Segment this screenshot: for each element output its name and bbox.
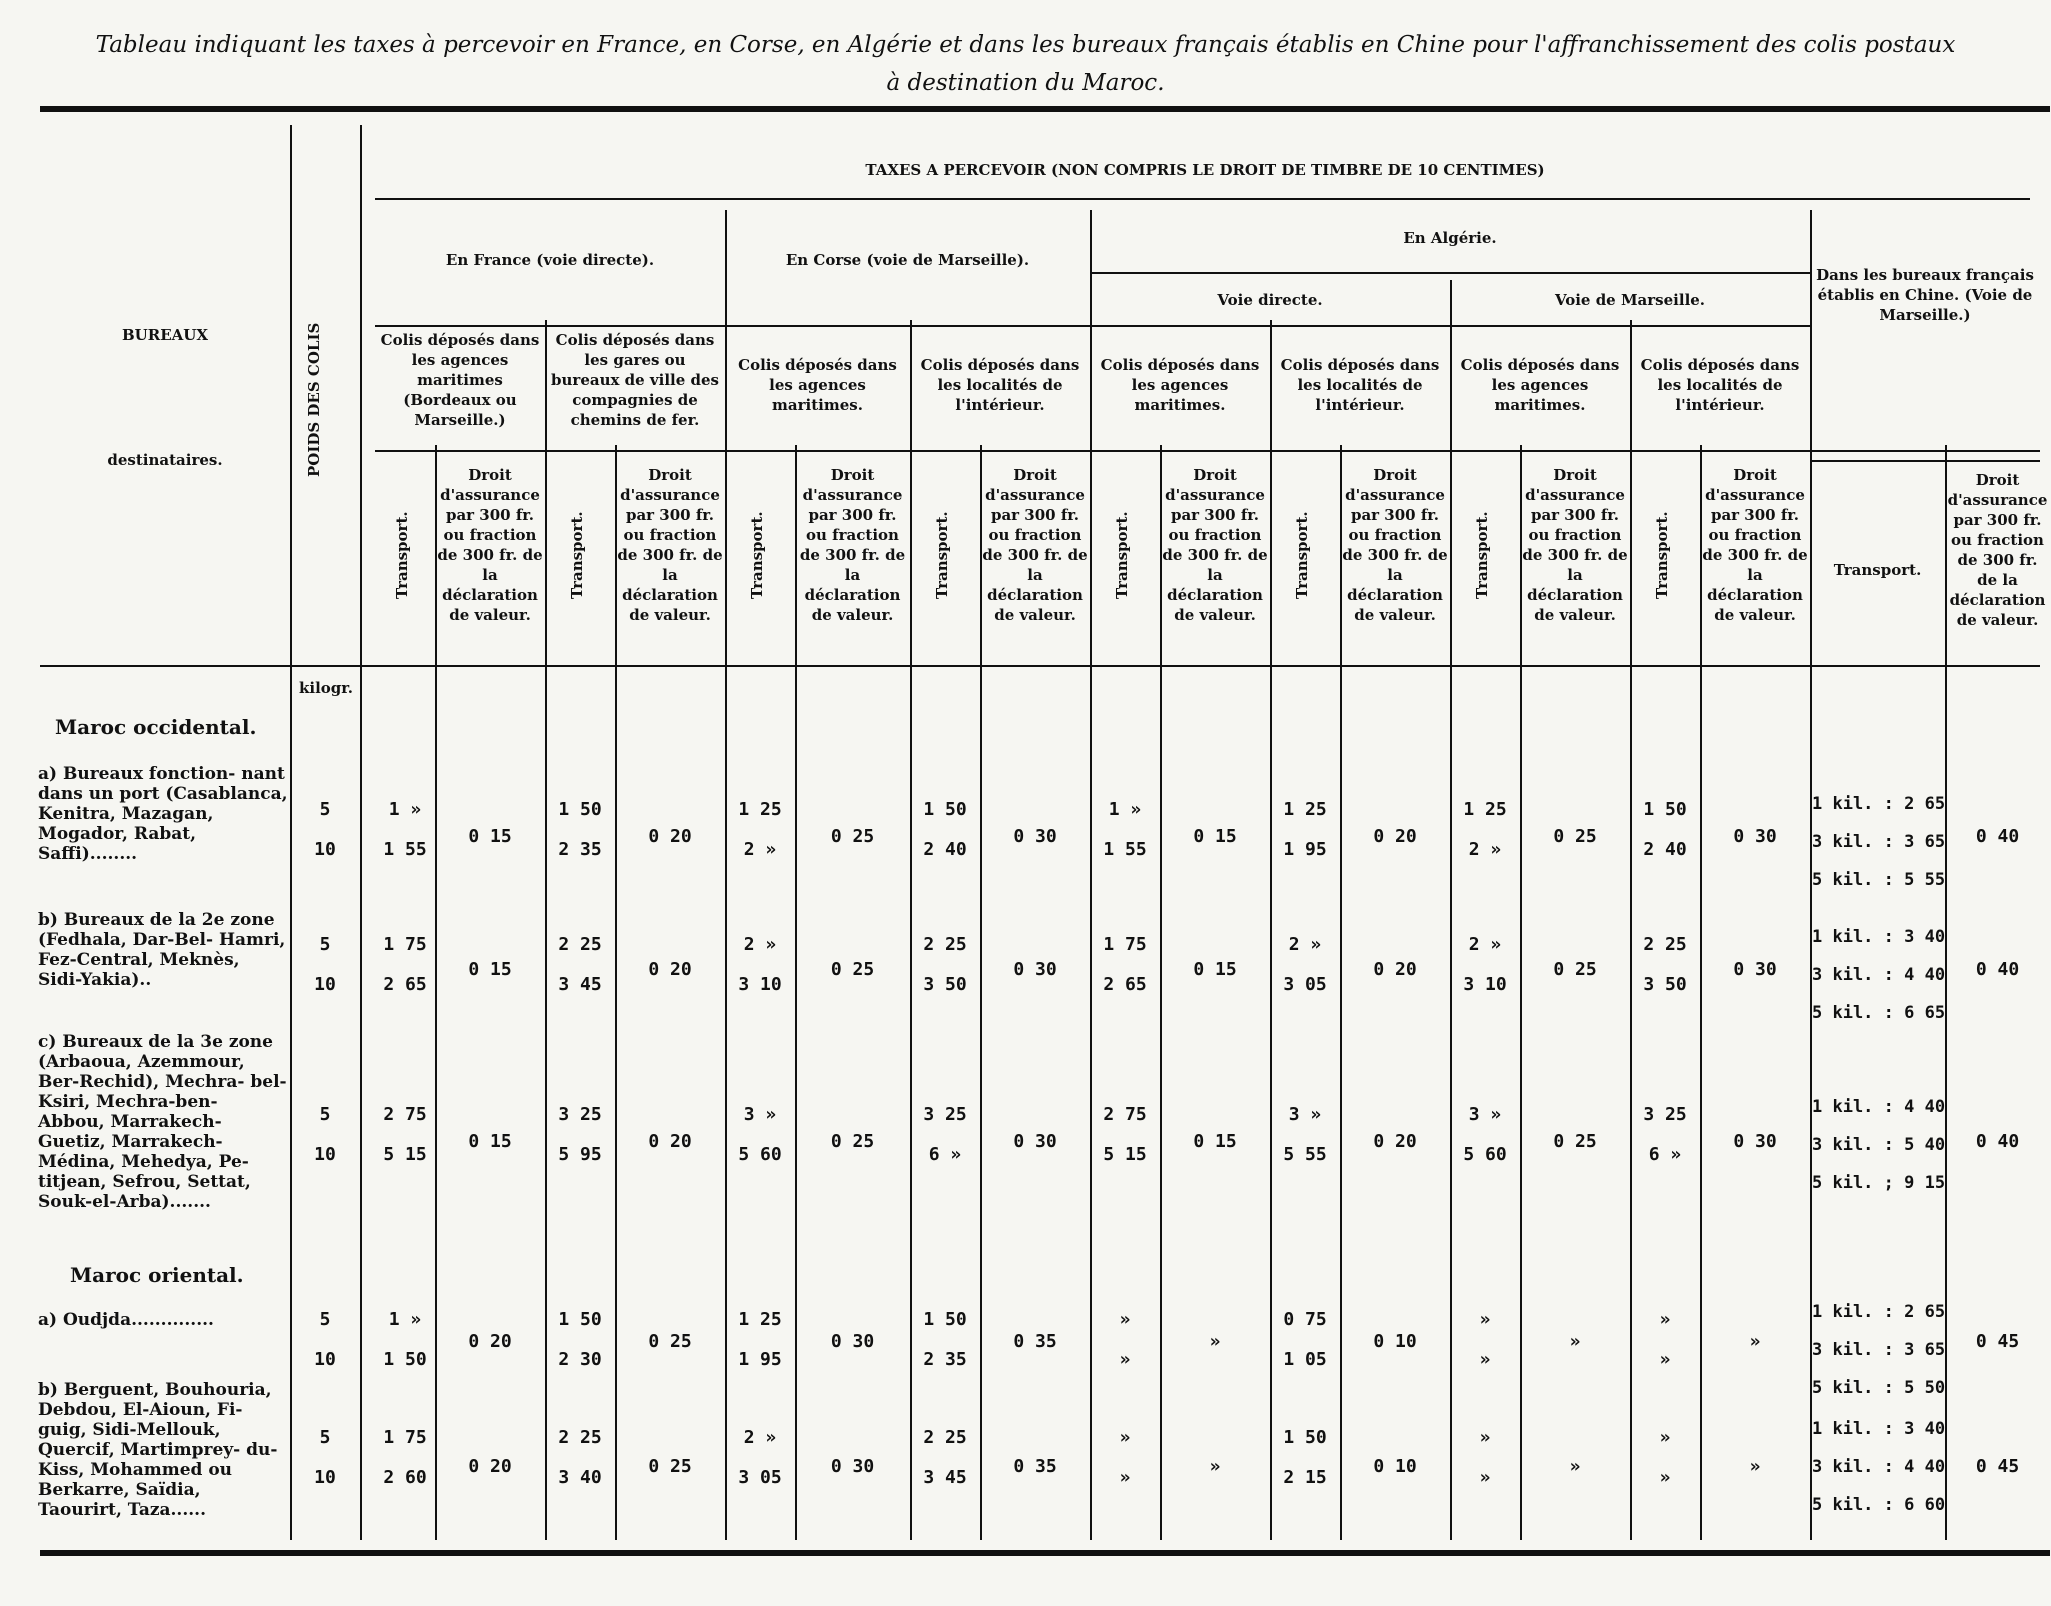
header-taxes: TAXES A PERCEVOIR (NON COMPRIS LE DROIT DE TIMBRE DE 10 CENTIMES) [865, 161, 1545, 179]
header-bureaux: BUREAUX [121, 326, 208, 344]
row-droit-value: 0 40 [1975, 959, 2020, 980]
row-transport-value: » » [1659, 1309, 1671, 1370]
header-ad-interieur: Colis déposés dans les localités de l'intérieur. [1280, 356, 1440, 414]
row-transport-value: 2 » 3 05 [738, 1427, 782, 1488]
group-maroc-occidental: Maroc occidental. [55, 715, 257, 739]
divider-am-sub [1630, 320, 1632, 1540]
row-droit-value: » [1749, 1456, 1761, 1477]
header-transport-0: Transport. [393, 511, 411, 599]
row-droit-value: 0 40 [1975, 826, 2020, 847]
bottom-rule [40, 1550, 2050, 1556]
header-droit-5: Droit d'assurance par 300 fr. ou fraction de 300 fr. de la déclaration de valeur. [799, 466, 906, 624]
header-transport-2: Transport. [568, 511, 586, 599]
header-line-algerie [1090, 272, 1810, 274]
divider-ad-sub [1270, 320, 1272, 1540]
row-transport-value: 1 25 2 » [1463, 799, 1507, 860]
row-droit-value: 0 15 [1193, 1131, 1237, 1152]
row-droit-value: 0 20 [468, 1331, 512, 1352]
header-transport-8: Transport. [1113, 511, 1131, 599]
row-label: a) Bureaux fonction- nant dans un port (Casablanca, Kenitra, Mazagan, Mogador, Rabat, Saffi)........ [38, 764, 288, 864]
row-transport-value: 3 » 5 55 [1283, 1104, 1327, 1165]
row-droit-value: 0 10 [1373, 1456, 1417, 1477]
row-droit-value: » [1569, 1456, 1581, 1477]
header-line-cols [375, 450, 2040, 452]
row-droit-value: » [1209, 1456, 1221, 1477]
row-label: c) Bureaux de la 3e zone (Arbaoua, Azemmour, Ber-Rechid), Mechra- bel-Ksiri, Mechra-ben- Abbou, Marrakech- Guetiz, Marrakech- Médina, Mehedya, Pe- titjean, Sefrou, Settat, Souk-el-Arba)....... [38, 1032, 287, 1212]
row-droit-value: 0 20 [1373, 1131, 1417, 1152]
header-transport-14: Transport. [1653, 511, 1671, 599]
row-transport-value: 1 » 1 50 [383, 1309, 427, 1370]
row-transport-value: » » [1659, 1427, 1671, 1488]
header-droit-11: Droit d'assurance par 300 fr. ou fraction de 300 fr. de la déclaration de valeur. [1342, 466, 1448, 624]
row-transport-value: 1 » 1 55 [383, 799, 427, 860]
row-transport-value: » » [1479, 1309, 1491, 1370]
row-transport-value: 2 25 3 50 [923, 934, 967, 995]
row-transport-value: 1 25 1 95 [1283, 799, 1327, 860]
row-droit-value: 0 15 [1193, 826, 1237, 847]
header-co-interieur: Colis déposés dans les localités de l'intérieur. [920, 356, 1080, 414]
header-am-interieur: Colis déposés dans les localités de l'intérieur. [1640, 356, 1800, 414]
header-voie-marseille: Voie de Marseille. [1554, 291, 1706, 309]
row-transport-value: 2 » 3 05 [1283, 934, 1327, 995]
row-droit-value: 0 25 [1553, 826, 1597, 847]
header-voie-directe: Voie directe. [1217, 291, 1323, 309]
header-chine: Dans les bureaux français établis en Chine. (Voie de Marseille.) [1816, 266, 2034, 324]
header-destinataires: destinataires. [107, 451, 223, 469]
row-transport-value: 2 25 3 40 [558, 1427, 602, 1488]
header-line-bottom [40, 665, 2040, 667]
row-transport-value: 1 50 2 15 [1283, 1427, 1327, 1488]
row-droit-value: 0 15 [468, 959, 512, 980]
row-transport-value: 3 25 6 » [1643, 1104, 1687, 1165]
row-droit-value: 0 20 [648, 1131, 692, 1152]
header-droit-7: Droit d'assurance par 300 fr. ou fraction de 300 fr. de la déclaration de valeur. [982, 466, 1088, 624]
row-chine-transport: 1 kil. : 3 40 3 kil. : 4 40 5 kil. : 6 60 [1812, 1419, 1946, 1515]
row-transport-value: » » [1479, 1427, 1491, 1488]
header-algerie: En Algérie. [1403, 229, 1497, 247]
row-droit-value: 0 30 [830, 1456, 875, 1477]
divider-algerie-voies [1450, 280, 1452, 1540]
row-transport-value: 0 75 1 05 [1283, 1309, 1327, 1370]
group-maroc-oriental: Maroc oriental. [70, 1263, 244, 1287]
row-droit-value: 0 35 [1013, 1331, 1057, 1352]
divider-poids [360, 125, 362, 1540]
row-droit-value: 0 45 [1975, 1456, 2020, 1477]
row-chine-transport: 1 kil. : 2 65 3 kil. : 3 65 5 kil. : 5 55 [1812, 794, 1946, 890]
row-droit-value: » [1749, 1331, 1761, 1352]
row-transport-value: 1 25 2 » [738, 799, 782, 860]
divider-france-corse [725, 210, 727, 1540]
title-line-1: Tableau indiquant les taxes à percevoir en France, en Corse, en Algérie et dans les bureaux français établis en Chine pour l'affranchissement des colis postaux [95, 32, 1956, 58]
row-poids: 5 10 [314, 1427, 336, 1488]
row-droit-value: 0 25 [830, 959, 875, 980]
row-droit-value: 0 30 [1733, 959, 1777, 980]
row-transport-value: 1 50 2 35 [923, 1309, 967, 1370]
row-transport-value: 1 75 2 65 [383, 934, 427, 995]
row-droit-value: 0 45 [1975, 1331, 2020, 1352]
row-droit-value: 0 30 [1013, 1131, 1057, 1152]
header-transport-12: Transport. [1473, 511, 1491, 599]
row-droit-value: 0 20 [648, 959, 692, 980]
header-poids: POIDS DES COLIS [305, 322, 323, 478]
header-kilogr: kilogr. [298, 679, 354, 697]
header-france: En France (voie directe). [445, 251, 655, 269]
row-transport-value: 1 75 2 65 [1103, 934, 1147, 995]
row-transport-value: 3 » 5 60 [738, 1104, 782, 1165]
header-droit-3: Droit d'assurance par 300 fr. ou fraction de 300 fr. de la déclaration de valeur. [617, 466, 723, 624]
row-droit-value: 0 20 [468, 1456, 512, 1477]
row-transport-value: 3 25 5 95 [558, 1104, 602, 1165]
row-transport-value: 1 50 2 35 [558, 799, 602, 860]
row-transport-value: » » [1119, 1309, 1131, 1370]
row-droit-value: 0 30 [1013, 826, 1057, 847]
header-corse: En Corse (voie de Marseille). [785, 251, 1030, 269]
row-droit-value: 0 30 [1733, 826, 1777, 847]
row-droit-value: 0 10 [1373, 1331, 1417, 1352]
row-droit-value: 0 20 [1373, 826, 1417, 847]
row-transport-value: 1 » 1 55 [1103, 799, 1147, 860]
row-droit-value: 0 30 [1733, 1131, 1777, 1152]
header-transport-4: Transport. [748, 511, 766, 599]
row-droit-value: 0 25 [1553, 959, 1597, 980]
row-label: a) Oudjda.............. [38, 1310, 214, 1330]
divider-bureaux [290, 125, 292, 1540]
top-rule [40, 106, 2050, 112]
header-line-chine [1810, 460, 2040, 462]
header-droit-1: Droit d'assurance par 300 fr. ou fraction de 300 fr. de la déclaration de valeur. [437, 466, 543, 624]
header-ad-maritimes: Colis déposés dans les agences maritimes. [1100, 356, 1260, 414]
row-poids: 5 10 [314, 1104, 336, 1165]
row-droit-value: 0 30 [1013, 959, 1057, 980]
row-droit-value: 0 25 [1553, 1131, 1597, 1152]
header-droit-13: Droit d'assurance par 300 fr. ou fraction de 300 fr. de la déclaration de valeur. [1522, 466, 1628, 624]
row-transport-value: 1 50 2 30 [558, 1309, 602, 1370]
row-droit-value: 0 15 [1193, 959, 1237, 980]
row-transport-value: 2 75 5 15 [383, 1104, 427, 1165]
row-transport-value: 1 75 2 60 [383, 1427, 427, 1488]
row-poids: 5 10 [314, 799, 336, 860]
header-transport-chine: Transport. [1833, 561, 1922, 579]
row-transport-value: 1 50 2 40 [1643, 799, 1687, 860]
row-poids: 5 10 [314, 1309, 336, 1370]
row-droit-value: 0 35 [1013, 1456, 1057, 1477]
divider-corse-algerie [1090, 210, 1092, 1540]
row-transport-value: 2 » 3 10 [1463, 934, 1507, 995]
row-transport-value: 2 25 3 45 [923, 1427, 967, 1488]
row-transport-value: 1 25 1 95 [738, 1309, 782, 1370]
row-droit-value: 0 15 [468, 826, 512, 847]
header-transport-6: Transport. [933, 511, 951, 599]
row-transport-value: 3 25 6 » [923, 1104, 967, 1165]
header-droit-chine: Droit d'assurance par 300 fr. ou fraction de 300 fr. de la déclaration de valeur. [1947, 471, 2048, 629]
row-chine-transport: 1 kil. : 4 40 3 kil. : 5 40 5 kil. ; 9 15 [1812, 1097, 1946, 1193]
row-droit-value: 0 15 [468, 1131, 512, 1152]
row-transport-value: 3 » 5 60 [1463, 1104, 1507, 1165]
row-droit-value: 0 25 [830, 826, 875, 847]
row-label: b) Bureaux de la 2e zone (Fedhala, Dar-Bel- Hamri, Fez-Central, Meknès, Sidi-Yakia).. [38, 910, 286, 990]
header-line-sub [375, 325, 1810, 327]
row-transport-value: 1 50 2 40 [923, 799, 967, 860]
header-am-maritimes: Colis déposés dans les agences maritimes. [1460, 356, 1620, 414]
header-fr-maritimes: Colis déposés dans les agences maritimes (Bordeaux ou Marseille.) [380, 331, 540, 429]
page-title [0, 26, 2051, 102]
row-chine-transport: 1 kil. : 2 65 3 kil. : 3 65 5 kil. : 5 50 [1812, 1302, 1946, 1398]
row-droit-value: 0 20 [648, 826, 692, 847]
row-label: b) Berguent, Bouhouria, Debdou, El-Aioun, Fi- guig, Sidi-Mellouk, Quercif, Martimprey- du-Kiss, Mohammed ou Berkarre, Saïdia, Taourirt, Taza...... [38, 1380, 278, 1520]
row-transport-value: 2 » 3 10 [738, 934, 782, 995]
row-droit-value: 0 25 [648, 1456, 692, 1477]
title-line-2: à destination du Maroc. [886, 70, 1165, 96]
header-transport-10: Transport. [1293, 511, 1311, 599]
header-line-taxes [375, 198, 2030, 200]
row-droit-value: 0 25 [830, 1131, 875, 1152]
row-droit-value: 0 30 [830, 1331, 875, 1352]
row-droit-value: 0 40 [1975, 1131, 2020, 1152]
row-transport-value: 2 25 3 50 [1643, 934, 1687, 995]
row-droit-value: 0 20 [1373, 959, 1417, 980]
row-transport-value: 2 75 5 15 [1103, 1104, 1147, 1165]
row-transport-value: 2 25 3 45 [558, 934, 602, 995]
row-transport-value: » » [1119, 1427, 1131, 1488]
row-poids: 5 10 [314, 934, 336, 995]
row-droit-value: » [1569, 1331, 1581, 1352]
header-co-maritimes: Colis déposés dans les agences maritimes. [738, 356, 897, 414]
row-chine-transport: 1 kil. : 3 40 3 kil. : 4 40 5 kil. : 6 65 [1812, 927, 1946, 1023]
header-droit-15: Droit d'assurance par 300 fr. ou fraction de 300 fr. de la déclaration de valeur. [1702, 466, 1808, 624]
row-droit-value: 0 25 [648, 1331, 692, 1352]
divider-fr-sub [545, 320, 547, 1540]
header-droit-9: Droit d'assurance par 300 fr. ou fraction de 300 fr. de la déclaration de valeur. [1162, 466, 1268, 624]
divider-co-sub [910, 320, 912, 1540]
row-droit-value: » [1209, 1331, 1221, 1352]
header-fr-gares: Colis déposés dans les gares ou bureaux de ville des compagnies de chemins de fer. [551, 331, 719, 429]
